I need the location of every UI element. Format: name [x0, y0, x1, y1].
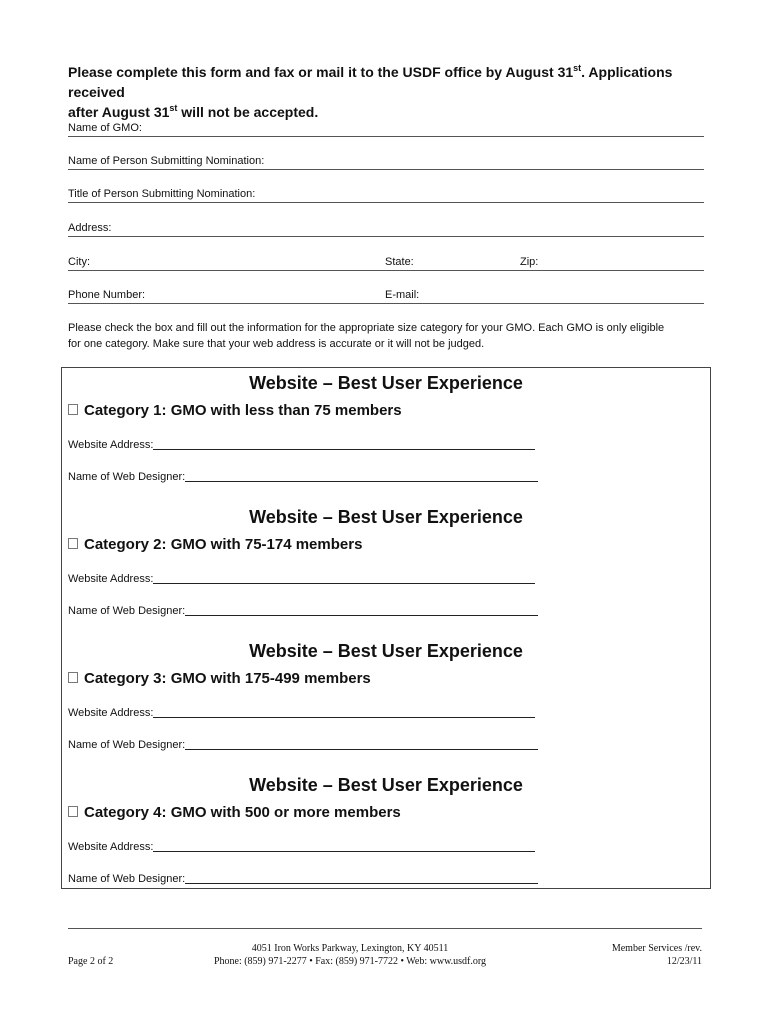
category-3-option[interactable] — [68, 670, 371, 687]
category-section-4 — [62, 770, 710, 904]
checkbox-icon[interactable] — [68, 672, 78, 683]
submitter-title-label: Title of Person Submitting Nomination: — [68, 188, 256, 200]
checkbox-icon[interactable] — [68, 806, 78, 817]
section-title: Website – Best User Experience — [249, 775, 523, 795]
web-designer-blank[interactable] — [185, 738, 538, 750]
checkbox-icon[interactable] — [68, 538, 78, 549]
footer-divider — [68, 928, 702, 929]
submitter-title-field[interactable] — [68, 187, 704, 203]
category-2-option[interactable] — [68, 536, 362, 553]
web-designer-blank[interactable] — [185, 872, 538, 884]
city-state-zip-field[interactable] — [68, 255, 704, 271]
website-address-blank[interactable] — [153, 572, 535, 584]
submitter-name-field[interactable] — [68, 154, 704, 170]
web-designer-blank[interactable] — [185, 604, 538, 616]
web-designer-field[interactable]: Name of Web Designer: — [68, 738, 538, 752]
category-label: Category 4: GMO with 500 or more members — [84, 804, 401, 821]
web-designer-field[interactable]: Name of Web Designer: — [68, 470, 538, 484]
website-address-field[interactable]: Website Address: — [68, 706, 535, 720]
phone-email-field[interactable] — [68, 288, 704, 304]
zip-label: Zip: — [520, 256, 539, 268]
footer-contact — [200, 942, 500, 968]
address-field[interactable] — [68, 221, 704, 237]
section-title: Website – Best User Experience — [249, 507, 523, 527]
footer-revision: Member Services /rev. 12/23/11 — [611, 943, 702, 967]
web-designer-field[interactable]: Name of Web Designer: — [68, 872, 538, 886]
intro-line-2: after August 31st will not be accepted. — [68, 103, 319, 120]
submitter-name-label: Name of Person Submitting Nomination: — [68, 155, 265, 167]
state-label: State: — [385, 256, 414, 268]
footer-address: 4051 Iron Works Parkway, Lexington, KY 40511 — [251, 943, 449, 954]
website-address-blank[interactable] — [153, 438, 535, 450]
category-1-option[interactable] — [68, 402, 402, 419]
phone-label: Phone Number: — [68, 289, 146, 301]
address-label: Address: — [68, 222, 112, 234]
category-label: Category 2: GMO with 75-174 members — [84, 536, 363, 553]
instructions: Please check the box and fill out the information for the appropriate size category for your GMO. Each GMO is only eligible for one category. Make sure that your web address is accurate or it will not be judged. — [68, 322, 665, 350]
email-label: E-mail: — [385, 289, 420, 301]
category-label: Category 1: GMO with less than 75 members — [84, 402, 402, 419]
page-number: Page 2 of 2 — [68, 956, 114, 967]
category-section-3 — [62, 636, 710, 770]
gmo-name-field[interactable] — [68, 121, 704, 137]
intro-line-1: Please complete this form and fax or mail it to the USDF office by August 31st. Applications received — [68, 63, 673, 100]
web-designer-field[interactable]: Name of Web Designer: — [68, 604, 538, 618]
category-label: Category 3: GMO with 175-499 members — [84, 670, 371, 687]
city-label: City: — [68, 256, 90, 268]
checkbox-icon[interactable] — [68, 404, 78, 415]
category-section-2 — [62, 502, 710, 636]
footer-phone-fax-web: Phone: (859) 971-2277 • Fax: (859) 971-7722 • Web: www.usdf.org — [213, 956, 487, 967]
category-section-1 — [62, 368, 710, 502]
web-designer-blank[interactable] — [185, 470, 538, 482]
gmo-name-label: Name of GMO: — [68, 122, 142, 134]
intro-text — [68, 62, 708, 122]
website-address-blank[interactable] — [153, 706, 535, 718]
website-address-field[interactable]: Website Address: — [68, 572, 535, 586]
category-box — [61, 367, 711, 889]
section-title: Website – Best User Experience — [249, 373, 523, 393]
website-address-blank[interactable] — [153, 840, 535, 852]
website-address-field[interactable]: Website Address: — [68, 438, 535, 452]
category-4-option[interactable] — [68, 804, 401, 821]
website-address-field[interactable]: Website Address: — [68, 840, 535, 854]
section-title: Website – Best User Experience — [249, 641, 523, 661]
